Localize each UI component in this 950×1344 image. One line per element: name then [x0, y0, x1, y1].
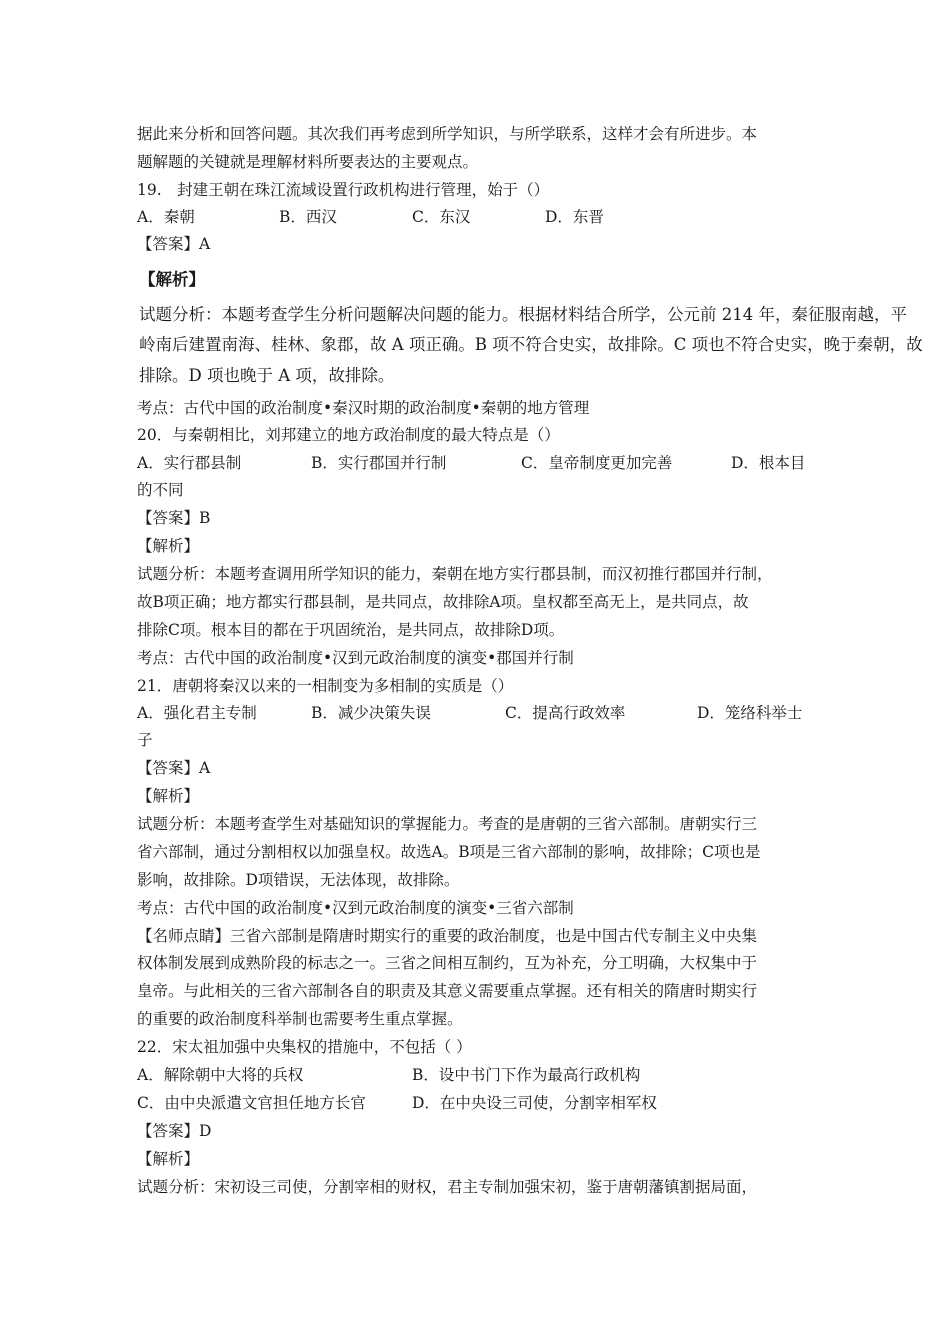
- option-d: D．笼络科举士: [697, 704, 803, 722]
- answer-label: 【答案】A: [137, 759, 211, 777]
- exam-point: 考点：古代中国的政治制度•汉到元政治制度的演变•郡国并行制: [137, 649, 574, 667]
- option-c: C．皇帝制度更加完善: [521, 454, 673, 472]
- analysis-text-line: 试题分析：本题考查学生分析问题解决问题的能力。根据材料结合所学，公元前 214 年，秦征服南越，平: [139, 305, 907, 324]
- answer-label: 【答案】B: [137, 509, 211, 527]
- option-b: B．实行郡国并行制: [311, 454, 447, 472]
- analysis-text-line: 试题分析：本题考查调用所学知识的能力，秦朝在地方实行郡县制，而汉初推行郡国并行制，: [137, 565, 773, 583]
- tips-text-line: 的重要的政治制度科举制也需要考生重点掌握。: [137, 1010, 463, 1028]
- question-stem: 20．与秦朝相比，刘邦建立的地方政治制度的最大特点是（）: [137, 426, 560, 444]
- option-d-continuation: 子: [137, 731, 153, 749]
- tips-text-line: 权体制发展到成熟阶段的标志之一。三省之间相互制约，互为补充，分工明确，大权集中于: [137, 954, 758, 972]
- question-stem: 19. 封建王朝在珠江流域设置行政机构进行管理，始于（）: [137, 181, 550, 199]
- option-c: C．东汉: [412, 208, 471, 226]
- option-c: C．提高行政效率: [505, 704, 626, 722]
- analysis-text-line: 岭南后建置南海、桂林、象郡，故 A 项正确。B 项不符合史实，故排除。C 项也不符合史实，晚于秦朝，故: [139, 335, 923, 354]
- analysis-text-line: 试题分析：本题考查学生对基础知识的掌握能力。考查的是唐朝的三省六部制。唐朝实行三: [137, 815, 758, 833]
- option-d: D．东晋: [545, 208, 604, 226]
- analysis-text-line: 排除C项。根本目的都在于巩固统治，是共同点，故排除D项。: [137, 621, 565, 639]
- answer-label: 【答案】D: [137, 1122, 212, 1140]
- analysis-text-line: 影响，故排除。D项错误，无法体现，故排除。: [137, 871, 460, 889]
- analysis-heading: 【解析】: [137, 537, 200, 555]
- question-stem: 22．宋太祖加强中央集权的措施中，不包括（ ）: [137, 1038, 472, 1056]
- option-a: A．秦朝: [137, 208, 195, 226]
- option-d: D．在中央设三司使，分割宰相军权: [412, 1094, 657, 1112]
- option-a: A．强化君主专制: [137, 704, 257, 722]
- option-c: C．由中央派遣文官担任地方长官: [137, 1094, 366, 1112]
- analysis-heading: 【解析】: [137, 1150, 200, 1168]
- analysis-heading: 【解析】: [139, 270, 205, 289]
- exam-point: 考点：古代中国的政治制度•秦汉时期的政治制度•秦朝的地方管理: [137, 399, 590, 417]
- analysis-text-line: 试题分析：宋初设三司使，分割宰相的财权，君主专制加强宋初，鉴于唐朝藩镇割据局面，: [137, 1178, 758, 1196]
- intro-text-line: 题解题的关键就是理解材料所要表达的主要观点。: [137, 153, 479, 171]
- option-b: B．减少决策失误: [311, 704, 431, 722]
- option-a: A．实行郡县制: [137, 454, 242, 472]
- option-b: B．设中书门下作为最高行政机构: [412, 1066, 641, 1084]
- option-b: B．西汉: [279, 208, 337, 226]
- option-d-continuation: 的不同: [137, 481, 184, 499]
- intro-text-line: 据此来分析和回答问题。其次我们再考虑到所学知识，与所学联系，这样才会有所进步。本: [137, 125, 758, 143]
- option-a: A．解除朝中大将的兵权: [137, 1066, 304, 1084]
- analysis-heading: 【解析】: [137, 787, 200, 805]
- tips-text-line: 【名师点睛】三省六部制是隋唐时期实行的重要的政治制度，也是中国古代专制主义中央集: [137, 927, 758, 945]
- option-d: D．根本目: [731, 454, 806, 472]
- question-stem: 21．唐朝将秦汉以来的一相制变为多相制的实质是（）: [137, 677, 514, 695]
- exam-point: 考点：古代中国的政治制度•汉到元政治制度的演变•三省六部制: [137, 899, 574, 917]
- analysis-text-line: 故B项正确；地方都实行郡县制，是共同点，故排除A项。皇权都至高无上，是共同点，故: [137, 593, 749, 611]
- analysis-text-line: 省六部制，通过分割相权以加强皇权。故选A。B项是三省六部制的影响，故排除；C项也是: [137, 843, 761, 861]
- answer-label: 【答案】A: [137, 235, 211, 253]
- tips-text-line: 皇帝。与此相关的三省六部制各自的职责及其意义需要重点掌握。还有相关的隋唐时期实行: [137, 982, 758, 1000]
- analysis-text-line: 排除。D 项也晚于 A 项，故排除。: [139, 366, 395, 385]
